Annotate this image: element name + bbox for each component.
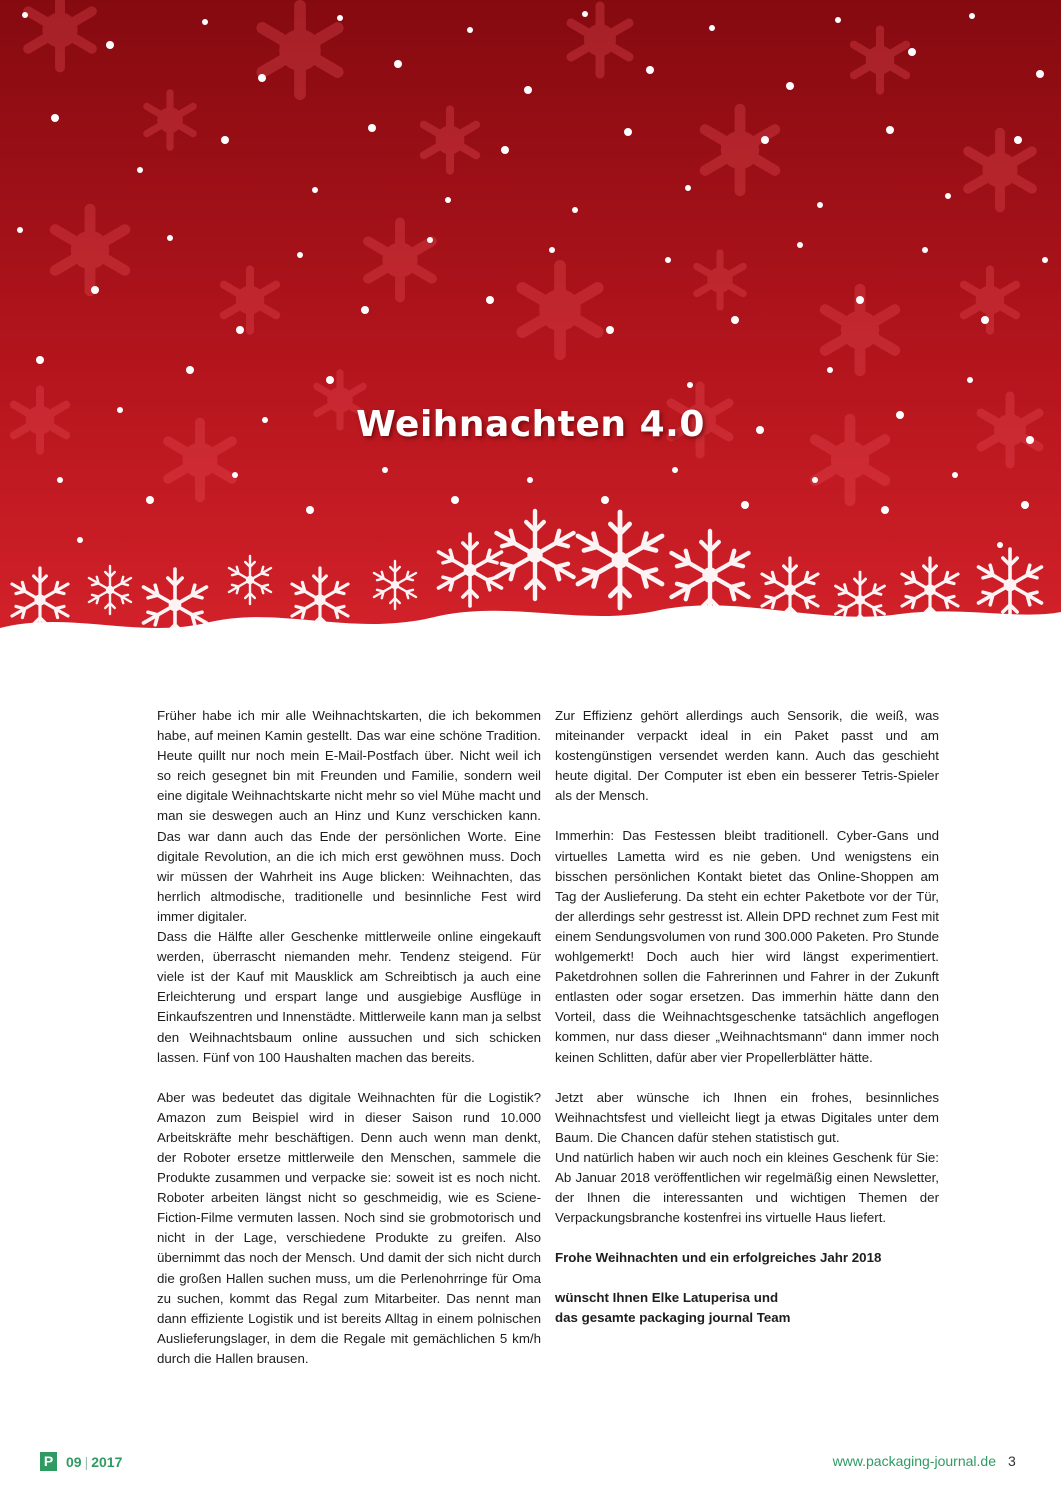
article-paragraph: Aber was bedeutet das digitale Weihnachten für die Logistik? Amazon zum Beispiel wird in dieser Saison rund 10.000 Arbeitskräfte mehr beschäftigen. Denn auch wenn man denkt, der Roboter ersetze mittlerweile den Menschen, sammele die Produkte zusammen und verpacke sie: soweit ist es noch nicht. Roboter arbeiten längst nicht so geschmeidig, wie es Sciene-Fiction-Filme vermuten lassen. Noch sind sie grobmotorisch und nicht in der Lage, verschiedene Produkte zu greifen. Also übernimmt das noch der Mensch. Und damit der sich nicht durch die großen Hallen suchen muss, um die Perlenohrringe für Oma zu suchen, kommt das Regal zum Mitarbeiter. Das nennt man dann effiziente Logistik und ist bereits Alltag in einem polnischen Auslieferungslager, in dem die Regale mit gemächlichen 5 km/h durch die Hallen brausen. xyxy=(157,1089,541,1366)
article-paragraph: Früher habe ich mir alle Weihnachtskarten, die ich bekommen habe, auf meinen Kamin gestellt. Das war eine schöne Tradition. Heute quillt nur noch mein E-Mail-Postfach über. Nicht weil ich so reich gesegnet bin mit Freunden und Familie, sondern weil eine digitale Weihnachtskarte nicht mehr so viel Mühe macht und man sie deswegen auch an Hinz und Kunz verschicken kann. Das war dann auch das Ende der persönlichen Worte. Eine digitale Revolution, an die ich mich erst gewöhnen muss. Doch wir müssen der Wahrheit ins Auge blicken: Weihnachten, das herrlich altmodische, traditionelle und besinnliche Fest wird immer digitaler. xyxy=(157,708,541,924)
packaging-journal-logo-icon: P xyxy=(40,1452,57,1471)
article-left-column xyxy=(157,706,541,1369)
article-paragraph: Immerhin: Das Festessen bleibt traditionell. Cyber-Gans und virtuelles Lametta wird es nie geben. Und wenigstens ein bisschen persönlichen Kontakt bietet das Online-Shoppen am Tag der Auslieferung. Da steht ein echter Paketbote vor der Tür, der allerdings sehr gestresst ist. Allein DPD rechnet zum Fest mit einem Sendungsvolumen von rund 300.000 Paketen. Pro Stunde wohlgemerkt! Doch auch hier wird längst experimentiert. Paketdrohnen sollen die Fahrerinnen und Fahrer in der Zukunft entlasten oder sogar ersetzen. Das immerhin hätte dann den Vorteil, dass die Weihnachtsgeschenke tatsächlich angeflogen kommen, nur dass dieser „Weihnachtsmann“ dann immer noch keinen Schlitten, dafür aber vier Propellerblätter hätte. xyxy=(555,828,939,1065)
signature-line: wünscht Ihnen Elke Latuperisa und xyxy=(555,1290,779,1306)
article-paragraph: Dass die Hälfte aller Geschenke mittlerweile online eingekauft werden, überrascht niemanden mehr. Tendenz steigend. Für viele ist der Kauf mit Mausklick am Schreibtisch ja auch eine Erleichterung und erspart lange und ausgiebige Ausflüge in Einkaufszentren und Innenstädte. Mittlerweile kann man ja selbst den Weihnachtsbaum online aussuchen und sich schicken lassen. Fünf von 100 Haushalten machen das bereits. xyxy=(157,929,541,1065)
article-paragraph: Jetzt aber wünsche ich Ihnen ein frohes, besinnliches Weihnachtsfest und vielleicht liegt ja etwas Digitales unter dem Baum. Die Chancen dafür stehen statistisch gut. xyxy=(555,1089,939,1145)
issue-year: 2017 xyxy=(91,1453,123,1470)
signature-line: das gesamte packaging journal Team xyxy=(555,1310,791,1326)
closing-greeting: Frohe Weihnachten und ein erfolgreiches Jahr 2018 xyxy=(555,1250,882,1266)
article-right-column xyxy=(555,706,939,1329)
article-paragraph: Und natürlich haben wir auch noch ein kleines Geschenk für Sie: Ab Januar 2018 veröffentlichen wir regelmäßig einen Newsletter, der Ihnen die interessanten und wichtigen Themen der Verpackungsbranche kostenfrei ins virtuelle Haus liefert. xyxy=(555,1149,939,1226)
article-paragraph: Zur Effizienz gehört allerdings auch Sensorik, die weiß, was miteinander verpackt ideal in ein Paket passt und am kostengünstigen versendet werden kann. Auch das geschieht heute digital. Der Computer ist eben ein besserer Tetris-Spieler als der Mensch. xyxy=(555,708,939,804)
hero-banner xyxy=(0,0,1061,680)
issue-month: 09 xyxy=(66,1453,82,1470)
christmas-background-illustration xyxy=(0,0,1061,680)
footer-issue xyxy=(40,1452,122,1471)
page-number: 3 xyxy=(1008,1453,1016,1469)
website-link[interactable]: www.packaging-journal.de xyxy=(832,1453,996,1469)
issue-separator: | xyxy=(84,1453,89,1470)
article-title: Weihnachten 4.0 xyxy=(356,404,705,445)
